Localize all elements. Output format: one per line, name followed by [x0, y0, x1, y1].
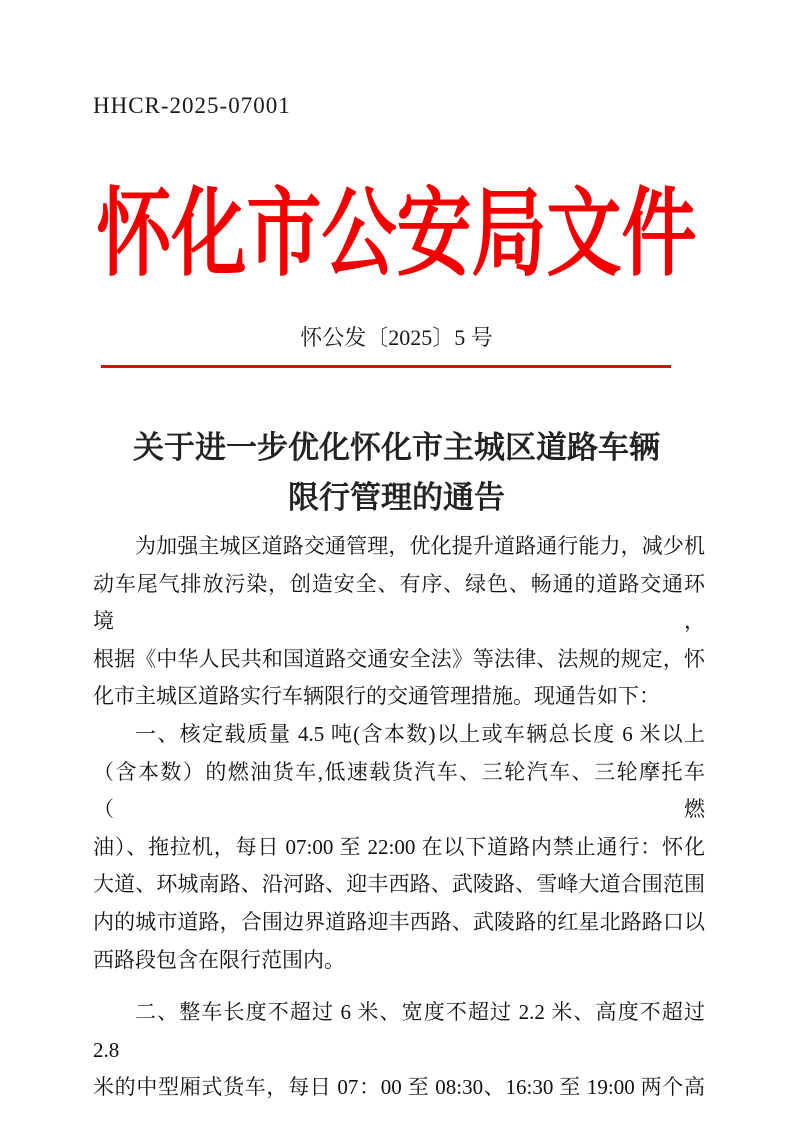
body-line: 内的城市道路，合围边界道路迎丰西路、武陵路的红星北路路口以	[93, 909, 705, 934]
body-line: 化市主城区道路实行车辆限行的交通管理措施。现通告如下：	[93, 684, 660, 709]
org-title-text: 怀化市公安局文件	[96, 182, 697, 289]
body-line: 根据《中华人民共和国道路交通安全法》等法律、法规的规定，怀	[93, 646, 705, 671]
body-text	[93, 528, 705, 1107]
paragraph	[93, 528, 705, 716]
org-title	[0, 182, 793, 289]
notice-title-line1: 关于进一步优化怀化市主城区道路车辆	[133, 430, 660, 465]
body-line: 米的中型厢式货车，每日 07：00 至 08:30、16:30 至 19:00 两个高	[93, 1075, 705, 1100]
body-line: 大道、环城南路、沿河路、迎丰西路、武陵路、雪峰大道合围范围	[93, 872, 705, 897]
body-line: 油）、拖拉机，每日 07:00 至 22:00 在以下道路内禁止通行：怀化	[93, 834, 705, 859]
body-line: 为加强主城区道路交通管理，优化提升道路通行能力，减少机	[135, 534, 705, 558]
paragraph	[93, 716, 705, 979]
body-line: （含本数）的燃油货车,低速载货汽车、三轮汽车、三轮摩托车（燃	[93, 759, 705, 822]
notice-title-line2: 限行管理的通告	[288, 480, 505, 515]
paragraph	[93, 994, 705, 1107]
body-line: 西路段包含在限行范围内。	[93, 947, 345, 972]
body-line: 动车尾气排放污染，创造安全、有序、绿色、畅通的道路交通环境，	[93, 571, 705, 634]
notice-title	[0, 423, 793, 523]
body-line: 一、核定载质量 4.5 吨(含本数)以上或车辆总长度 6 米以上	[135, 721, 705, 746]
red-divider-rule	[101, 365, 671, 368]
body-line: 二、整车长度不超过 6 米、宽度不超过 2.2 米、高度不超过 2.8	[93, 1000, 705, 1062]
doc-code: HHCR-2025-07001	[93, 93, 291, 118]
doc-number: 怀公发〔2025〕5 号	[300, 325, 493, 350]
